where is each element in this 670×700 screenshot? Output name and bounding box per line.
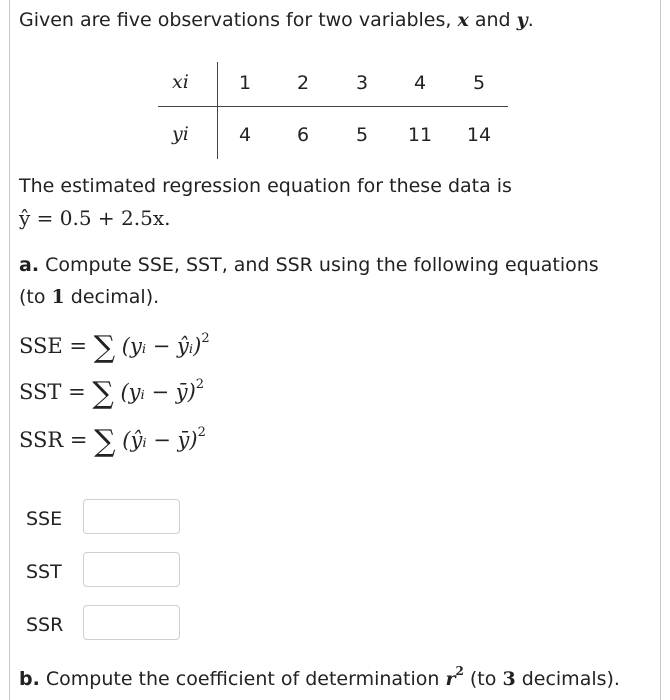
var-y: y <box>516 9 528 31</box>
formula-sst: SST = ∑ (yᵢ − ȳ)$^2$ <box>19 376 205 411</box>
sst-input[interactable] <box>83 552 180 587</box>
table-y-label: yi <box>172 123 189 145</box>
table-y-cell: 11 <box>407 124 433 146</box>
formula-sse: SSE = ∑ (yᵢ − ŷᵢ)$^2$ <box>19 330 210 365</box>
sigma-icon: ∑ <box>93 330 116 365</box>
sse-label: SSE <box>26 508 63 530</box>
table-x-cell: 4 <box>413 72 427 94</box>
ssr-label: SSR <box>26 614 64 636</box>
regression-equation: ŷ = 0.5 + 2.5x. <box>19 206 171 230</box>
regression-text: The estimated regression equation for these data is <box>19 175 512 197</box>
table-x-cell: 5 <box>472 72 486 94</box>
part-b-label: b. <box>19 668 40 690</box>
sigma-icon: ∑ <box>92 376 114 411</box>
table-y-cell: 14 <box>466 124 492 146</box>
var-x: x <box>457 9 469 31</box>
table-y-cell: 5 <box>355 124 369 146</box>
table-y-cell: 4 <box>238 124 252 146</box>
sigma-icon: ∑ <box>94 424 116 459</box>
table-x-cell: 3 <box>355 72 369 94</box>
sst-label: SST <box>26 561 62 583</box>
table-divider-horizontal <box>158 106 508 107</box>
ssr-input[interactable] <box>83 605 180 640</box>
table-y-cell: 6 <box>296 124 310 146</box>
part-a-text: a. Compute SSE, SST, and SSR using the following equations <box>19 254 599 276</box>
intro-text: Given are five observations for two variables, x and y. <box>19 9 534 31</box>
table-x-label: xi <box>172 71 189 93</box>
part-a-text-2: (to 1 decimal). <box>19 286 160 308</box>
formula-ssr: SSR = ∑ (ŷᵢ − ȳ)$^2$ <box>19 424 206 459</box>
sse-input[interactable] <box>83 499 180 534</box>
table-x-cell: 2 <box>296 72 310 94</box>
part-a-label: a. <box>19 254 40 276</box>
table-x-cell: 1 <box>238 72 252 94</box>
part-b-text: b. Compute the coefficient of determination $r^2$ (to 3 decimals). <box>19 664 620 690</box>
